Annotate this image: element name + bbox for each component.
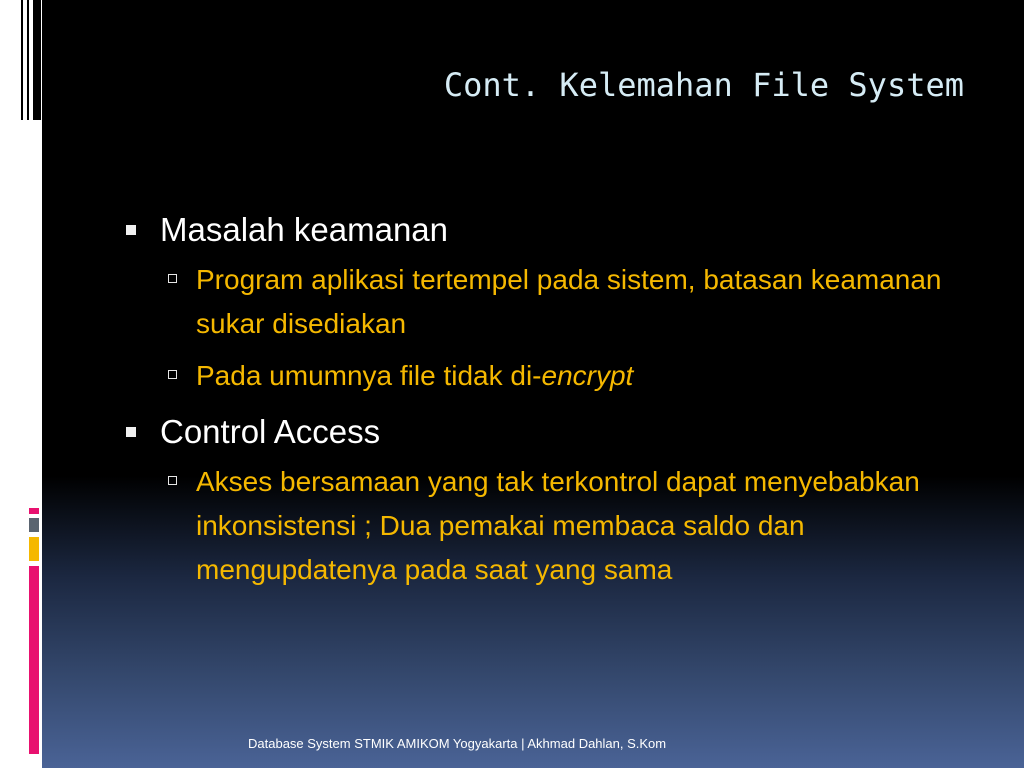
square-bullet-icon (126, 427, 136, 437)
hollow-square-bullet-icon (168, 274, 177, 283)
bullet-text: Program aplikasi tertempel pada sistem, batasan keamanan sukar disediakan (196, 264, 942, 339)
bullet-level1 (120, 206, 960, 254)
hollow-square-bullet-icon (168, 370, 177, 379)
bullet-level2 (160, 460, 960, 592)
bullet-level2 (160, 258, 960, 346)
square-bullet-icon (126, 225, 136, 235)
bullet-text: Masalah keamanan (160, 211, 449, 248)
slide-footer: Database System STMIK AMIKOM Yogyakarta | Akhmad Dahlan, S.Kom (248, 736, 667, 751)
bullet-text-italic: encrypt (541, 360, 634, 391)
slide-title: Cont. Kelemahan File System (443, 66, 964, 104)
bullet-text: Pada umumnya file tidak di- (196, 360, 542, 391)
bullet-text: Control Access (160, 413, 381, 450)
bullet-level1 (120, 408, 960, 456)
slide-content (120, 206, 960, 592)
bullet-text: Akses bersamaan yang tak terkontrol dapat menyebabkan inkonsistensi ; Dua pemakai membaca saldo dan mengupdatenya pada saat yang sama (196, 466, 920, 585)
hollow-square-bullet-icon (168, 476, 177, 485)
bullet-level2 (160, 354, 960, 398)
decorative-bars (0, 0, 42, 768)
